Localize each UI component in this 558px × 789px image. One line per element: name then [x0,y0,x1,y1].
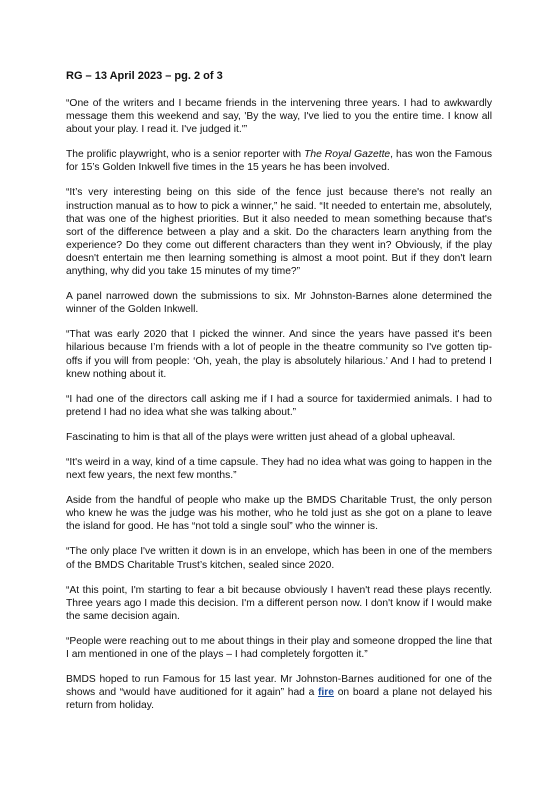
paragraph-2-text-after: , has won the Famous for 15’s Golden Inkwell five times in the 15 years he has been involved. [66,149,492,174]
paragraph-10: “The only place I've written it down is in an envelope, which has been in one of the members of the BMDS Charitable Trust’s kitchen, sealed since 2020. [66,546,492,571]
paragraph-11: “At this point, I'm starting to fear a bit because obviously I haven't read these plays recently. Three years ago I made this decision. I'm a different person now. I don't know if I would make the same decision again. [66,584,492,622]
paragraph-7: Fascinating to him is that all of the plays were written just ahead of a global upheaval. [66,431,456,443]
paragraph-4: A panel narrowed down the submissions to six. Mr Johnston-Barnes alone determined the winner of the Golden Inkwell. [66,291,492,316]
paragraph-1: “One of the writers and I became friends in the intervening three years. I had to awkwardly message them this weekend and say, 'By the way, I've lied to you the entire time. I know all about your play. I read it. I've judged it.'” [66,98,492,136]
paragraph-5: “That was early 2020 that I picked the winner. And since the years have passed it's been hilarious because I’m friends with a lot of people in the theatre community so I've gotten tip-offs if you will from people: ‘Oh, yeah, the play is absolutely hilarious.’ And I had to pretend I knew nothing about it. [66,329,492,380]
paragraph-13-text-before: BMDS hoped to run Famous for 15 last year. Mr Johnston-Barnes auditioned for one of the shows and “would have auditioned for it again” had a [66,674,492,699]
paragraph-13 [66,673,492,712]
paragraph-12: “People were reaching out to me about things in their play and someone dropped the line that I am mentioned in one of the plays – I had completely forgotten it.” [66,635,492,660]
publication-name: The Royal Gazette [304,149,391,161]
paragraph-6: “I had one of the directors call asking me if I had a source for taxidermied animals. I had to pretend I had no idea what she was talking about.” [66,393,492,418]
paragraph-9: Aside from the handful of people who make up the BMDS Charitable Trust, the only person who knew he was the judge was his mother, who he told just as she got on a plane to leave the island for good. He has “not told a single soul” who the winner is. [66,495,492,533]
paragraph-8: “It's weird in a way, kind of a time capsule. They had no idea what was going to happen in the next few years, the next few months.” [66,456,492,482]
paragraph-3: “It’s very interesting being on this side of the fence just because there's not really an instruction manual as to how to pick a winner,” he said. “It needed to entertain me, absolutely, that was one of the highest priorities. But it also needed to mean something because that's sort of the difference between a play and a skit. Do the characters learn anything from the experience? Do they come out different characters than they went in? Obviously, if the play doesn't entertain me then learning something is almost a moot point. But if they don't learn anything, why did you take 15 minutes of my time?” [66,187,492,278]
fire-link[interactable]: fire [317,687,335,699]
paragraph-13-text-after: on board a plane not delayed his return from holiday. [66,687,492,712]
paragraph-2 [66,148,492,174]
page-header: RG – 13 April 2023 – pg. 2 of 3 [66,70,223,82]
paragraph-2-text-before: The prolific playwright, who is a senior reporter with [66,149,305,161]
